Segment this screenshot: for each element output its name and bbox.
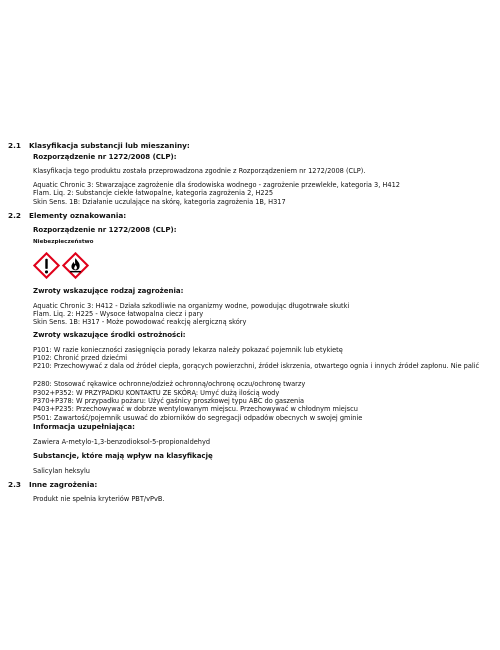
ghs-pictograms bbox=[33, 252, 89, 279]
classifying-substance: Salicylan heksylu bbox=[33, 467, 90, 475]
precautionary-statement: P302+P352: W PRZYPADKU KONTAKTU ZE SKÓRĄ: Umyć dużą ilością wody bbox=[33, 389, 280, 397]
precautionary-statement: P102: Chronić przed dziećmi bbox=[33, 354, 128, 362]
supplementary-info-heading: Informacja uzupełniająca: bbox=[33, 423, 135, 431]
precautionary-statement: P370+P378: W przypadku pożaru: Użyć gaśnicy proszkowej typu ABC do gaszenia bbox=[33, 397, 305, 405]
classification-line: Aquatic Chronic 3: Stwarzające zagrożenie dla środowiska wodnego - zagrożenie przewlekłe, kategoria 3, H412 bbox=[33, 181, 400, 189]
exclamation-mark-icon bbox=[33, 252, 60, 279]
section-2-1-heading bbox=[8, 141, 190, 150]
section-number: 2.1 bbox=[8, 141, 21, 150]
classifying-substances-heading: Substancje, które mają wpływ na klasyfikację bbox=[33, 452, 213, 460]
section-title: Inne zagrożenia: bbox=[29, 480, 98, 489]
precautionary-statements-heading: Zwroty wskazujące środki ostrożności: bbox=[33, 331, 186, 339]
hazard-statement: Skin Sens. 1B: H317 - Może powodować reakcję alergiczną skóry bbox=[33, 318, 247, 326]
precautionary-statement: P501: Zawartość/pojemnik usuwać do zbiorników do segregacji odpadów obecnych w swojej gminie bbox=[33, 414, 363, 422]
precautionary-statement: P101: W razie konieczności zasięgnięcia porady lekarza należy pokazać pojemnik lub etykietę bbox=[33, 346, 343, 354]
section-2-2-heading bbox=[8, 211, 126, 220]
hazard-statement: Aquatic Chronic 3: H412 - Działa szkodliwie na organizmy wodne, powodując długotrwałe skutki bbox=[33, 302, 350, 310]
precautionary-statement: P280: Stosować rękawice ochronne/odzież ochronną/ochronę oczu/ochronę twarzy bbox=[33, 380, 306, 388]
other-hazards-text: Produkt nie spełnia kryteriów PBT/vPvB. bbox=[33, 495, 165, 503]
signal-word: Niebezpieczeństwo bbox=[33, 239, 94, 245]
section-title: Elementy oznakowania: bbox=[29, 211, 127, 220]
regulation-heading: Rozporządzenie nr 1272/2008 (CLP): bbox=[33, 153, 177, 161]
regulation-heading: Rozporządzenie nr 1272/2008 (CLP): bbox=[33, 226, 177, 234]
hazard-statement: Flam. Liq. 2: H225 - Wysoce łatwopalna ciecz i pary bbox=[33, 310, 204, 318]
classification-statement: Klasyfikacja tego produktu została przeprowadzona zgodnie z Rozporządzeniem nr 1272/2008 (CLP). bbox=[33, 167, 366, 175]
flame-icon bbox=[62, 252, 89, 279]
section-2-3-heading bbox=[8, 480, 97, 489]
classification-line: Flam. Liq. 2: Substancje ciekłe łatwopalne, kategoria zagrożenia 2, H225 bbox=[33, 189, 274, 197]
section-title: Klasyfikacja substancji lub mieszaniny: bbox=[29, 141, 190, 150]
section-number: 2.2 bbox=[8, 211, 21, 220]
supplementary-info: Zawiera A-metylo-1,3-benzodioksol-5-propionaldehyd bbox=[33, 438, 211, 446]
precautionary-statement: P403+P235: Przechowywać w dobrze wentylowanym miejscu. Przechowywać w chłodnym miejscu bbox=[33, 405, 358, 413]
classification-line: Skin Sens. 1B: Działanie uczulające na skórę, kategoria zagrożenia 1B, H317 bbox=[33, 198, 286, 206]
section-number: 2.3 bbox=[8, 480, 21, 489]
precautionary-statement: P210: Przechowywać z dala od źródeł ciepła, gorących powierzchni, źródeł iskrzenia, otwartego ognia i innych źródeł zapłonu. Nie palić bbox=[33, 362, 480, 370]
hazard-statements-heading: Zwroty wskazujące rodzaj zagrożenia: bbox=[33, 287, 184, 295]
